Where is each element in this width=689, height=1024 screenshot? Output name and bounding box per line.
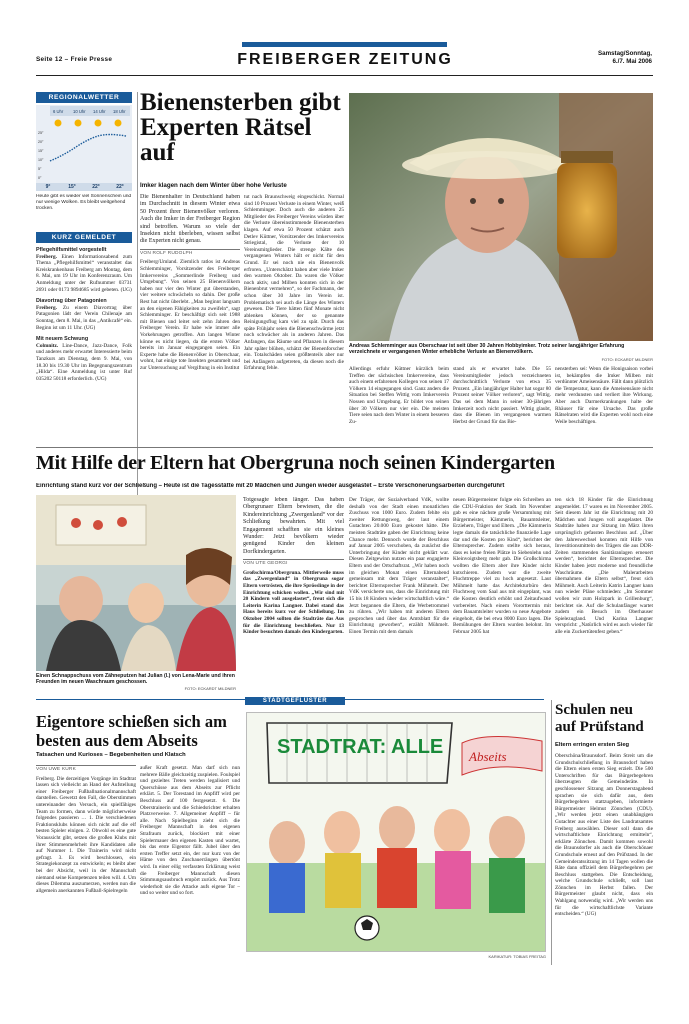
weather-text: Heute gibt es wieder viel Sonnenschein und nur wenige Wolken. Es bleibt weitgehend trocken.	[36, 194, 132, 211]
kita-body-4: ten sich 18 Kinder für die Einrichtung angemeldet. 17 waren es im November 2005. Seit diesem Jahr ist die Einrichtung mit 20 Mädchen und Jungen voll ausgelastet. Die Stadträte haben zur Sitzung im März ihren ursprünglich gefassten Beschluss auf. „Über den Jahreswechsel konnten mit Hilfe von Investitionsmitteln des Trägers die aus DDR-Zeiten stammenden Sanitäranlagen erneuert werden“, berichtet der Elternsprecher. Die Kinder haben jetzt moderne und freundliche Waschräume. „Die Malerarbeiten übernahmen die Eltern selbst“, freut sich Mühmelt. Auch Leiterin Katrin Langner kann nun wieder Pläne schmieden: „Im Sommer wollen wir zum Holzpark in Grillenburg“, berichtet sie. Auf die Schulanfänger wartet zudem ein Besuch im Oberhauser Spielezugland. Und Karina Langner verspricht: „Natürlich wird es auch wieder für alle ein Zuckertütenfest geben.“	[555, 497, 653, 635]
kita-photo-caption: Einen Schnappschuss vom Zähneputzen hat Julian (l.) von Lena-Marie und ihren Freunden im neuen Waschraum geschossen.	[36, 673, 235, 686]
bienen-byline: VON ROLF RUDOLPH	[140, 249, 240, 258]
bienen-body-5: nensterben sei: Wenn die Honigsaison vorbei ist, bekämpfen die Imker Milben mit verdünnter Ameisensäure. Fällt dann plötzlich die Temperatur, kann die Ameisensäure nicht mehr verdunsten und verliert ihre Wirkung. Aber auch Darmerkrankungen halte der Rhäuser für eine Ursache. Das große Rätselraten wird die Experten wohl noch eine Weile beschäftigen.	[555, 366, 653, 425]
issue-date-line1: Samstag/Sonntag,	[598, 50, 652, 57]
kita-col1	[243, 497, 344, 694]
kurz-item-head: Mit neuem Schwung	[36, 336, 89, 343]
kita-photo-credit: FOTO: ECKARDT MILDNER	[184, 686, 236, 691]
kurz-item	[36, 336, 132, 382]
temp-tick: 0°	[38, 176, 42, 180]
weather-temp-1: 9°	[45, 184, 51, 190]
sun-icon	[55, 120, 62, 127]
bienen-col3	[349, 366, 449, 444]
bienen-body-3: Allerdings erfuhr Küttner kürzlich beim Treffen der sächsischen Imkervereine, dass auch einem erfahrenen Kollegen von seinen 17 Völkern 14 eingegangen sind. Ganz anders die Situation bei Steffen Wittig vom Imkerverein Nossen und Umgebung. Er bildet von seinen über 30 Völkern nur vier ein. Die meisten Tiere seien nach dem Winter in einem besseren Zu-	[349, 366, 449, 425]
weather-time-2: 10 Uhr	[73, 109, 86, 114]
cartoon-banner-text: STADTRAT: ALLE	[277, 736, 444, 758]
fluester-body-2: außer Kraft gesetzt. Man darf sich nun mehrere Bälle gleichzeitig zuspielen. Foulspiel und gezieltes Treten werden legalisiert und Querschüsse aus dem Abseits zur Pflicht erklärt. 5. Der Torestand im Anpfiff wird per Beschluss auf 100 festgesetzt. 6. Die Oberstrainerin und die Schiedsrichter erhalten Platzverweise. 7. Allgemeiner Anpfiff – für alle. Nach Spielbeginn zieht sich die Freiberger Mannschaft in den eigenen Strafraum zurück, blockiert mit einer Spielermauer den eigenen Kasten und wartet, bis das erste Eigentor fällt. Jubel über den ersten Treffer setzt ein, der nur kurz von der Häme von den Zuschauerrängen übertönt wird. In einer eilig verfassten Erklärung weist die Freiberger Mannschaft diesen Stimmungsausbruch empört zurück. Aus Trotz wiederholt sie die Attacke aufs eigene Tor – und so weiter und so fort.	[140, 765, 240, 897]
kita-headline: Mit Hilfe der Eltern hat Obergruna noch seinen Kindergarten	[36, 452, 555, 474]
weather-time-1: 6 Uhr	[53, 109, 64, 114]
kita-body-2: Der Träger, der Sozialverband VdK, wollte deshalb von der Stadt einen monatlichen Zuschuss von 1000 Euro. Zudem fehlte ein zweiter Rettungsweg, der laut einem Gutachten 20.000 Euro gekostet hätte. Die meisten Stadträte gaben der Einrichtung keine Chance mehr. Dennoch wurde der Beschluss auf Januar 2005 verschoben, da zunächst die Unterbringung der Kinder nicht geklärt war. Diesen Zeitgewinn nutzen ein paar engagierte Eltern und der Ortschaftsrat. „Wir haben noch im gleichen Monat einen Elternabend gemeinsam mit dem Träger veranstaltet“, berichtet Elternsprecher Frank Mühmelt. Der VdK versicherte uns, dass die Einrichtung mit 15 bis 18 Kindern wieder wirtschaftlich wäre.“ Jetzt begannen die Eltern, die Werbetrommel zu rühren. „Wir haben mit anderen Eltern gesprochen und über das Amtsblatt für die Einrichtung geworben“, erzählt Mühmelt. Einen Termin mit dem damals	[349, 497, 449, 635]
weather-title: REGIONALWETTER	[36, 92, 132, 103]
weather-svg	[36, 105, 132, 183]
fluester-col2	[140, 765, 240, 963]
fluester-body-1: Freiberg. Die derzeitigen Vorgänge im Stadtrat lassen sich vielleicht an Hand der Aufstellung einer Freiberger Fußballnationalmannschaft darstellen. Gewetzt den Fall, die Oberstimmen untereinander den Versuch, ein spielfähiges Team zu formen, dann würde möglicherweise folgendes passieren … 1. Die verschiedenen Fraktionsklubs können sich nicht auf die elf besten Spieler einigen. 2. Obwohl es eine gute Voraussicht gibt, setzen die großen Klubs mit ihrer Stimmenmehrheit ihre Kandidaten alle auf Nummer 1. Die Trainerin wird nicht gefragt. 3. Es wird beschlossen, ein Strategiekonzept zu entwickeln; es bleibt aber bei der Absicht, weil in der Mannschaft niemand seine Kompetenzen teilen will. 4. Um dieses Dilemma auszumerzen, werden nun die allgemein anerkannten Fußball-Spielregeln	[36, 775, 136, 894]
bienen-col2	[244, 194, 344, 444]
weather-chart	[36, 105, 132, 183]
issue-date-line2: 6./7. Mai 2006	[612, 58, 652, 65]
weather-temp-row	[36, 183, 132, 191]
temp-tick: 10°	[38, 158, 44, 162]
temp-tick: 25°	[38, 131, 44, 135]
kurz-item-text: Zu einem Diavortrag über Patagonien lädt der Verein Chilenaje am Sonntag, dem 8. Mai, in das „Antikcafé“ ein. Beginn ist um 11 Uhr. (UG)	[36, 304, 132, 331]
football-cartoon	[246, 712, 546, 952]
page-label: Seite 12 – Freie Presse	[36, 56, 113, 63]
bienen-photo-credit: FOTO: ECKARDT MILDNER	[601, 357, 653, 362]
weather-time-3: 14 Uhr	[93, 109, 106, 114]
kurz-item	[36, 298, 132, 331]
weather-temp-3: 22°	[92, 184, 100, 190]
stadtgefluester-label: STADTGEFLÜSTER	[245, 697, 345, 705]
weather-temp-2: 15°	[68, 184, 76, 190]
fluester-headline: Eigentore schießen sich am besten aus dem Abseits	[36, 712, 227, 750]
temp-tick: 20°	[38, 140, 44, 144]
bienen-body-1: Freiberg/Umland. Ziemlich ratlos ist Andreas Schlemminger, Vorsitzender des Freiberger Imkervereins „Sommerlinde Freiberg und Umgebung“. Von seinen 25 Bienenvölkern haben nur vier den Winter gut überstanden, vier weitere schwächeln so dahin. Der große Rest hat nicht überlebt. „Man beginnt langsam an den eigenen Fähigkeiten zu zweifeln“, sagt Schlemminger. Er beschäftigt sich seit 1988 mit Bienen und leitet seit zehn Jahren den Freiberger Verein. Er habe wie immer alle Vorkehrungen getroffen. Am langen Winter könne es nicht liegen, da die ersten Völker bereits im Januar eingegangen seien. Ein Experte habe die Bienenvölker in Oberschaar, wohnt, hat einige tote Insekten gesammelt und zur Untersuchung auf Vergiftung in ein Institut	[140, 259, 240, 371]
kurz-item-place: Colmnitz.	[36, 342, 59, 349]
kurz-item-place: Freiberg.	[36, 304, 57, 311]
kurz-item-head: Diavortrag über Patagonien	[36, 298, 107, 305]
sun-icon	[95, 120, 102, 127]
kita-intro: Totgesagte leben länger. Das haben Obergrunaer Eltern bewiesen, die die Kindereinrichtung „Zwergenland“ vor der Schließung bewahrten. Mit viel Engagement schafften sie ein kleines Wunder: Jetzt bevölkern wieder genügend Kinder den kleinen Dorfkindergarten.	[243, 497, 344, 555]
cartoon-sign-text: Abseits	[469, 749, 507, 764]
bienen-intro: Die Bienenhalter in Deutschland haben im Durchschnitt in diesem Winter etwa 50 Prozent ihrer Bienenvölker verloren. Auch die Imker in der Freiberger Region sind betroffen. Warum so viele der Insekten nicht überleben, wissen selbst die Experten nicht genau.	[140, 194, 240, 245]
kurz-item-place: Freiberg.	[36, 253, 57, 260]
bienen-photo-caption: Andreas Schlemminger aus Oberschaar ist seit über 30 Jahren Hobbyimker. Trotz seiner langjähriger Erfahrung verzeichnete er vergangenen Winter erhebliche Verluste an Bienenvölkern.	[349, 343, 625, 356]
weather-temp-4: 22°	[116, 184, 124, 190]
kita-body-3: neuen Bürgermeister folgte ein Schreiben an die CDU-Fraktion der Stadt. Im November gab es eine nächste große Versammlung mit Bürgermeister, Kämmerin, Bauamtsleiter, Erziehern, Träger und Eltern. „Die Kämmerin legte damals die tatsächliche finanzielle Lage dar und die Kosten pro Kind“, berichtet der Elternsprecher. Zudem stellte sich heraus, dass es keine freien Plätze in Siebenlehn und Kleinvoigtsberg mehr gab. Die Großschirma wollten die Eltern aber ihre Kinder nicht kutschieren. Zudem war die zweite Fluchttreppe viel zu hoch angesetzt. Laut Mühmelt hatte das Architekturbüro den Fluchtweg vom Saal aus mit eingeplant, was die Kosten deutlich erhöht und Zeitaufwand vorbereitet. Nach einem Vororttermin mit dem Bauamtsleiter wurden so neue Angebote eingeholt, die bei etwa 8000 Euro lagen. Die Bemühungen der Eltern wurden belohnt. Im Februar 2005 hat	[453, 497, 551, 635]
kita-col3	[453, 497, 551, 694]
newspaper-title: FREIBERGER ZEITUNG	[237, 51, 453, 68]
cartoon-credit: KARIKATUR: TOBIAS FREITAG	[488, 954, 546, 959]
weather-box	[36, 92, 132, 214]
kurz-title: KURZ GEMELDET	[36, 232, 132, 243]
kurz-item-text: Einen Informationsabend zum Thema „Pflegehilfsmittel“ veranstaltet das Kreiskrankenhaus Freiberg am Montag, dem 8. Mai, um 19 Uhr im Konferenzraum. Um Anmeldung unter der Rufnummer 03731 2691 oder 0173 9894685 wird gebeten. (UG)	[36, 253, 132, 293]
kita-byline: VON UTE GEORGI	[243, 559, 344, 568]
bienen-body-2: tut nach Braunschweig eingeschickt. Normal sind 10 Prozent Verluste in einem Winter, weiß Schlemminger. Doch auch die anderen 25 Mitglieder des Freiberger Vereins würden über die Verluste übereinstimmende Bienensterben klagen. Auf etwa 50 Prozent schätzt auch Detlev Küttner, Vorsitzender des Imkervereins Striegistal, die Verluste der 10 Vereinsmitglieder. Die strenge Kälte des vergangenen Winters hält er nicht für den Grund. Er sei noch nie ein Bienenvolk erfroren. „Unterschätzt haben aber viele Imker den warmen Oktober. Da waren die Völker noch aktiv, und Milben konnten sich in der Bienenbrut vermehren“, so der Fachmann, der schon über 30 Jahre im Verein ist. Problematisch sei auch die Länge des Winters gewesen. Die Tiere hätten fünf Monate nicht ablenken können, der so genannte Reinigungsflug kam viel zu spät. Durch das späte Frühjahr seien die Bienenschwärme jetzt noch schwächer als in anderen Jahren. Das Anfangen, das Räume und Pflanzen in diesem Jahr später blühen, schätzt der Bienenforscher ein. Totalschäden seien größtenteils aber nur bei Anfängern aufgetreten, da diesen noch die Erfahrung fehle.	[244, 194, 344, 372]
schulen-subhead: Eltern erringen ersten Sieg	[555, 742, 630, 748]
fluester-byline: VON UWE KURK	[36, 765, 136, 774]
bienen-col1	[140, 194, 240, 444]
kita-col4	[555, 497, 653, 694]
fluester-subhead: Tatsachen und Kurioses – Begebenheiten und Klatsch	[36, 752, 186, 758]
kurz-item-text: Line-Dance, Jazz-Dance, Folk und anderes mehr erwartet Interessierte beim Tanzkurs am Dienstag, dem 9. Mai, von 18.30 bis 19.30 Uhr im Begegnungszentrum „Hilda“. Eine Anmeldung ist unter Ruf 035202 50118 erforderlich. (UG)	[36, 342, 132, 382]
sun-icons	[55, 120, 122, 127]
bienen-subhead: Imker klagen nach dem Winter über hohe Verluste	[140, 182, 287, 189]
sun-icon	[115, 120, 122, 127]
bienen-body-4: stand als er erwartet habe. Die 55 Vereinsmitglieder jedoch verzeichneten durchschnittlich Verluste von etwa 35 Prozent. „Ein langjähriger Halter hat sogar 80 Prozent seiner Völker verloren“, sagt Wittig. Das sei dem Mann in seiner 30-jährigen Imkerzeit noch nicht passiert. Wittig glaubt, dass die Bienen im vergangenen warmen Herbst der Grund für das Bie-	[453, 366, 551, 425]
kurz-item-head: Pflegehilfsmittel vorgestellt	[36, 247, 107, 253]
schulen-headline: Schulen neu auf Prüfstand	[555, 702, 644, 735]
weather-time-4: 18 Uhr	[113, 109, 126, 114]
bienen-col5	[555, 366, 653, 444]
children-photo	[36, 495, 236, 671]
masthead-accent-bar	[242, 42, 447, 47]
kita-body-1: Großschirma/Obergruna. Mittlerweile muss das „Zwergenland“ in Obergruna sogar Eltern vertrösten, die ihre Sprösslinge in der Einrichtung schicken wollen. „Wir sind mit 20 Kindern voll ausgelastet“, freut sich die Leiterin Karina Langner. Dabei stand das Haus bereits kurz vor der Schließung. Im Oktober 2004 sollten die Stadträte das Aus für die Einrichtung beschließen. Nur 13 Kinder besuchten damals den Kindergarten.	[243, 569, 344, 636]
temp-tick: 15°	[38, 149, 44, 153]
bienen-headline: Bienensterben gibt Experten Rätsel auf	[140, 89, 341, 166]
sun-icon	[75, 120, 82, 127]
schulen-body: Oberschöna/Braunsdorf. Beim Streit um die Grundschulschließung in Braunsdorf haben die Eltern einen ersten Sieg erzielt. Die 500 Unterschriften für das Bürgerbegehren überzeugten die Gemeinderäte. In geschlossener Sitzung am Donnerstagabend sprachen sie sich dafür aus, dem Bürgerbegehren stattzugeben, informierte Bürgermeister Helmut Zönnchen (CDU). „Wir werden jetzt einen unabhängigen Gutachter aus einer Liste des Landratsamtes Freiberg auswählen. Dieser soll dann die wirtschaftlichste Einrichtung ermitteln“, erklärte Zönnchen. Damit kommen sowohl die Braunsdorfer als auch die Oberschönaer Grundschule erneut auf den Prüfstand. In der Gemeinderatssitzung im 14 Tagen wollen die Räte dann offiziell dem Bürgerbegehren per Beschluss stattgeben. Die Entscheidung, welche Grundschule schließt, soll laut Zönnchen im Herbst fallen. Der Bürgermeister glaubt nicht, dass ein Wahlgang notwendig wird. „Wir werden uns für die wirtschaftlichste Variante entscheiden.“ (UG)	[555, 753, 653, 918]
kita-subhead: Einrichtung stand kurz vor der Schließung – Heute ist die Tagesstätte mit 20 Mädchen und Jungen wieder ausgelastet – Erste Verschönerungsarbeiten durchgeführt	[36, 483, 505, 489]
kurz-item	[36, 247, 132, 293]
kita-col2	[349, 497, 449, 694]
temp-tick: 5°	[38, 167, 42, 171]
temperature-curve	[50, 135, 126, 162]
masthead-rule	[36, 75, 653, 76]
beekeeper-photo	[349, 93, 653, 341]
bienen-col4	[453, 366, 551, 444]
fluester-col1	[36, 765, 136, 963]
